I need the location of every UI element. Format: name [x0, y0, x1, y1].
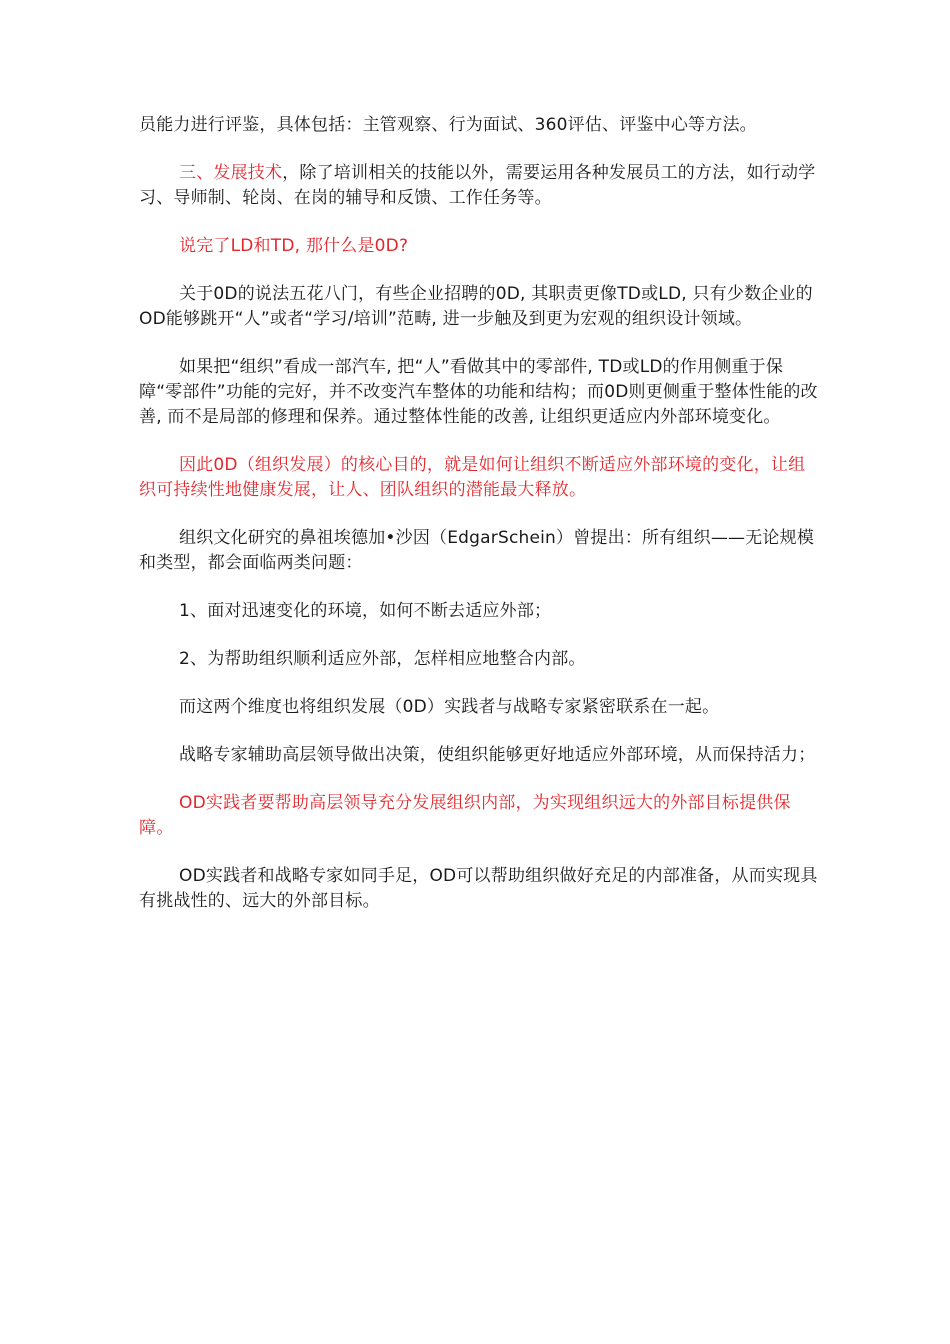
paragraph-development-techniques: [139, 161, 819, 211]
paragraph-od-core-purpose: 因此0D（组织发展）的核心目的，就是如何让组织不断适应外部环境的变化，让组织可持续性地健康发展，让人、团队组织的潜能最大释放。: [139, 455, 806, 500]
paragraph-problem-two: 2、为帮助组织顺利适应外部，怎样相应地整合内部。: [179, 649, 586, 669]
paragraph-od-practitioners: OD实践者要帮助高层领导充分发展组织内部，为实现组织远大的外部目标提供保障。: [139, 793, 791, 838]
paragraph-schein-quote: 组织文化研究的鼻祖埃德加•沙因（EdgarSchein）曾提出：所有组织——无论规模和类型，都会面临两类问题：: [139, 528, 815, 573]
paragraph-what-is-od-question: 说完了LD和TD, 那什么是0D?: [179, 236, 409, 256]
paragraph-strategy-experts: 战略专家辅助高层领导做出决策，使组织能够更好地适应外部环境，从而保持活力；: [179, 745, 816, 765]
paragraph-assessment-methods: 员能力进行评鉴，具体包括：主管观察、行为面试、360评估、评鉴中心等方法。: [139, 115, 757, 135]
paragraph-problem-one: 1、面对迅速变化的环境，如何不断去适应外部；: [179, 601, 552, 621]
document-body: [139, 113, 819, 937]
paragraph-od-definitions: 关于0D的说法五花八门，有些企业招聘的0D, 其职责更像TD或LD, 只有少数企业的OD能够跳开“人”或者“学习/培训”范畴, 进一步触及到更为宏观的组织设计领域。: [139, 284, 813, 329]
development-techniques-body: ，除了培训相关的技能以外，需要运用各种发展员工的方法，如行动学习、导师制、轮岗、在岗的辅导和反馈、工作任务等。: [139, 163, 816, 208]
paragraph-two-dimensions: 而这两个维度也将组织发展（0D）实践者与战略专家紧密联系在一起。: [179, 697, 720, 717]
development-techniques-heading: 三、发展技术: [179, 163, 283, 183]
paragraph-od-and-strategy: OD实践者和战略专家如同手足，OD可以帮助组织做好充足的内部准备，从而实现具有挑战性的、远大的外部目标。: [139, 866, 818, 911]
paragraph-car-analogy: 如果把“组织”看成一部汽车, 把“人”看做其中的零部件, TD或LD的作用侧重于保障“零部件”功能的完好，并不改变汽车整体的功能和结构；而0D则更侧重于整体性能的改善, 而不是局部的修理和保养。通过整体性能的改善, 让组织更适应内外部环境变化。: [139, 357, 818, 427]
